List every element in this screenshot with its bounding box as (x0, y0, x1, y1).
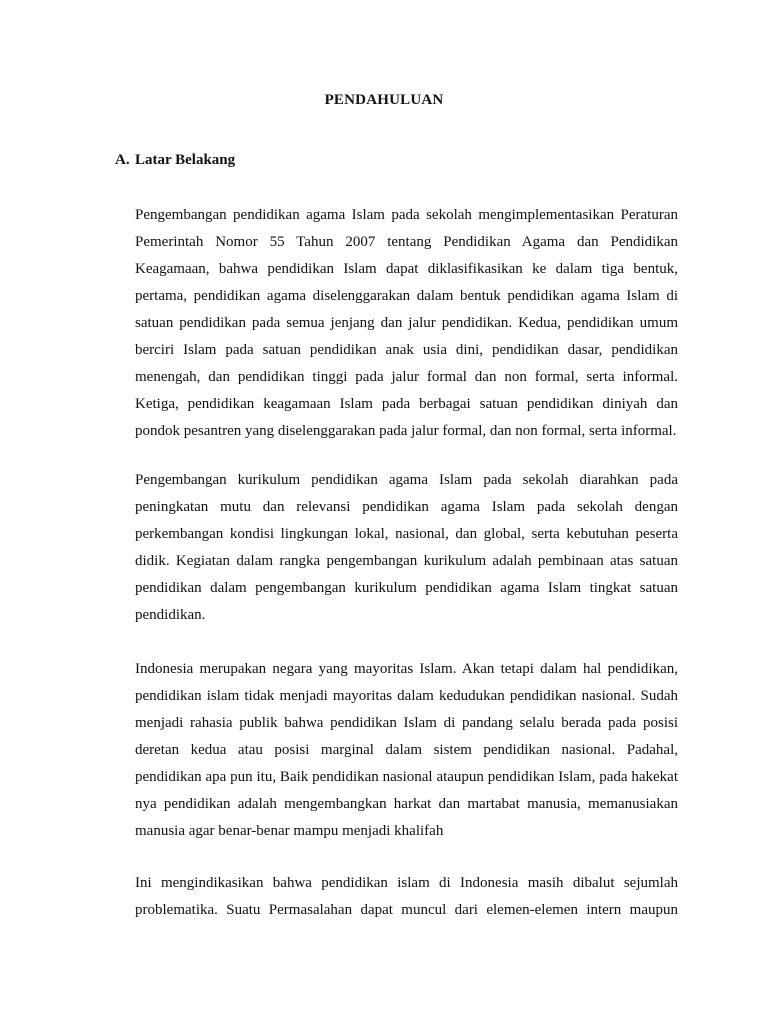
paragraph-4: Ini mengindikasikan bahwa pendidikan islam di Indonesia masih dibalut sejumlah problematika. Suatu Permasalahan dapat muncul dari elemen-elemen intern maupun (135, 875, 678, 918)
section-heading-text: Latar Belakang (135, 152, 236, 168)
paragraph-3: Indonesia merupakan negara yang mayoritas Islam. Akan tetapi dalam hal pendidikan, pendidikan islam tidak menjadi mayoritas dalam kedudukan pendidikan nasional. Sudah menjadi rahasia publik bahwa pendidikan Islam di pandang selalu berada pada posisi deretan kedua atau posisi marginal dalam sistem pendidikan nasional. Padahal, pendidikan apa pun itu, Baik pendidikan nasional ataupun pendidikan Islam, pada hakekat nya pendidikan adalah mengembangkan harkat dan martabat manusia, memanusiakan manusia agar benar-benar mampu menjadi khalifah (135, 661, 678, 839)
paragraph-1: Pengembangan pendidikan agama Islam pada sekolah mengimplementasikan Peraturan Pemerintah Nomor 55 Tahun 2007 tentang Pendidikan Agama dan Pendidikan Keagamaan, bahwa pendidikan Islam dapat diklasifikasikan ke dalam tiga bentuk, pertama, pendidikan agama diselenggarakan dalam bentuk pendidikan agama Islam di satuan pendidikan pada semua jenjang dan jalur pendidikan. Kedua, pendidikan umum berciri Islam pada satuan pendidikan anak usia dini, pendidikan dasar, pendidikan menengah, dan pendidikan tinggi pada jalur formal dan non formal, serta informal. Ketiga, pendidikan keagamaan Islam pada berbagai satuan pendidikan diniyah dan pondok pesantren yang diselenggarakan pada jalur formal, dan non formal, serta informal. (135, 207, 678, 439)
paragraph-2: Pengembangan kurikulum pendidikan agama Islam pada sekolah diarahkan pada peningkatan mutu dan relevansi pendidikan agama Islam pada sekolah dengan perkembangan kondisi lingkungan lokal, nasional, dan global, serta kebutuhan peserta didik. Kegiatan dalam rangka pengembangan kurikulum adalah pembinaan atas satuan pendidikan dalam pengembangan kurikulum pendidikan agama Islam tingkat satuan pendidikan. (135, 472, 678, 623)
section-heading (115, 152, 235, 169)
page-title: PENDAHULUAN (324, 92, 444, 108)
section-number: A. (115, 152, 130, 168)
